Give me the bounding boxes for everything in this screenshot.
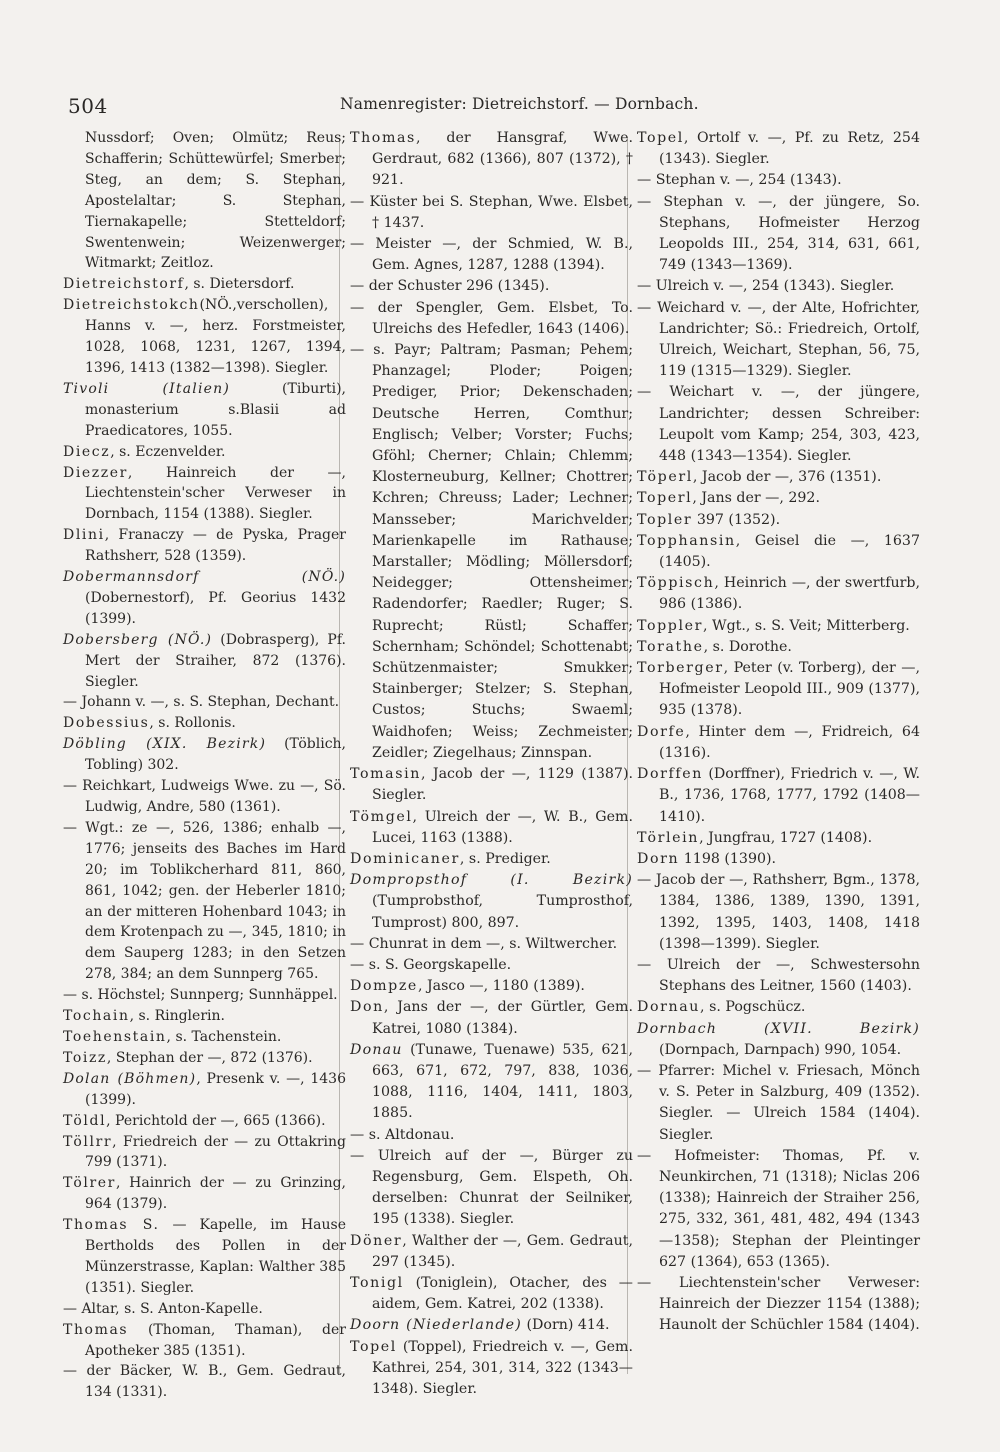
entry-text: (NÖ.,verschollen), Hanns v. —, herz. Forstmeister, 1028, 1068, 1231, 1267, 1394, 1396, 1413 (1382—1398). Siegler. [85,297,346,376]
entry-headword: Torberger [637,660,724,677]
entry-headword: Don [350,999,384,1016]
entry-headword: Döner [350,1232,403,1249]
index-entry [63,379,346,442]
entry-headword: Dompropsthof (I. Bezirk) [350,872,633,889]
index-entry [350,298,633,340]
index-entry [637,531,920,573]
entry-text: — Kapelle, im Hause Bertholds des Pollen in der Münzerstrasse, Kaplan: Walther 385 (1351). Siegler. [85,1217,347,1296]
index-entry [637,764,920,828]
entry-headword: Törlein [637,829,700,846]
entry-text: , Jungfrau, 1727 (1408). [699,829,873,846]
entry-text: 397 (1352). [692,511,781,528]
index-entry [63,1361,346,1403]
index-entry [637,1146,920,1273]
index-entry [63,1320,346,1362]
entry-text: , Jans der —, 292. [692,490,820,507]
entry-text: — Ulreich der —, Schwestersohn Stephans des Leitner, 1560 (1403). [637,956,920,995]
entry-text: — Wgt.: ze —, 526, 1386; enhalb —, 1776; jenseits des Baches im Hard 20; im Toblikcherhard 811, 860, 861, 1042; gen. der Heberler 1810; an der mitteren Hohenbard 1043; in dem Krotenpach zu —, 345, 1810; in dem Sauperg 1283; in den Setzen 278, 384; an dem Sunnperg 765. [63,819,346,983]
index-entry [350,1337,633,1401]
entry-text: — Chunrat in dem —, s. Wiltwercher. [350,935,618,952]
index-entry [350,192,633,234]
entry-text: , Stephan der —, 872 (1376). [106,1049,313,1066]
index-entry [63,734,346,776]
entry-text: , Presenk v. —, 1436 (1399). [85,1070,346,1108]
index-entry [350,1040,633,1125]
entry-headword: Dornau [637,999,701,1016]
entry-headword: Dietreichstokch [63,297,200,314]
entry-text: — Ulreich auf der —, Bürger zu Regensburg, Gem. Elspeth, Oh. derselben: Chunrat der Seilniker, 195 (1338). Siegler. [350,1147,633,1228]
entry-headword: Tochain [63,1008,130,1025]
entry-headword: Dlini [63,527,105,544]
entry-text: 1198 (1390). [679,850,777,867]
entry-headword: Thomas S. [63,1217,160,1234]
entry-text: , Hainrich der — zu Grinzing, 964 (1379). [85,1175,346,1213]
index-entry [350,807,633,849]
entry-headword: Dietreichstorf [63,276,185,293]
entry-headword: Dorn [637,850,680,867]
index-entry [63,1111,346,1132]
index-entry [350,1231,633,1273]
entry-text: — Stephan v. —, 254 (1343). [637,172,842,189]
index-entry [350,997,633,1039]
entry-text: , Wgt., s. S. Veit; Mitterberg. [702,617,910,634]
index-entry [637,616,920,637]
index-entry [63,274,346,295]
entry-headword: Donau [350,1041,403,1058]
entry-headword: Dorfe [637,723,686,740]
entry-text: — Pfarrer: Michel v. Friesach, Mönch v. S. Peter in Salzburg, 409 (1352). Siegler. — Ulreich 1584 (1404). Siegler. [637,1062,920,1143]
index-entry [637,170,920,191]
entry-text: , s. Pogschücz. [700,999,806,1016]
entry-text: — Liechtenstein'scher Verweser: Hainreich der Diezzer 1154 (1388); Haunolt der Schüchler 1584 (1404). [637,1274,920,1334]
index-column-3 [637,128,920,1337]
entry-headword: Dominicaner [350,850,460,867]
entry-text: (Tiburti), monasterium s.Blasii ad Praedicatores, 1055. [85,380,346,439]
entry-headword: Töldl [63,1112,107,1129]
index-entry [63,1299,346,1320]
entry-text: , Jacob der —, 1129 (1387). Siegler. [372,766,633,804]
entry-headword: Torathe [637,638,704,655]
entry-text: , Perichtold der —, 665 (1366). [106,1112,326,1129]
index-entry [637,1061,920,1146]
index-entry [350,1146,633,1231]
entry-text: , Geisel die —, 1637 (1405). [659,532,920,571]
entry-text: — Johann v. —, s. S. Stephan, Dechant. [63,694,340,711]
entry-text: (Dorffner), Friedrich v. —, W. B., 1736, 1768, 1777, 1792 (1408—1410). [659,766,920,825]
entry-text: , Hainreich der —, Liechtenstein'scher Verweser in Dornbach, 1154 (1388). Siegler. [85,464,346,523]
index-column-1 [63,128,346,1403]
entry-headword: Toehenstain [63,1028,167,1045]
entry-text: , s. Prediger. [459,850,551,867]
running-head: Namenregister: Dietreichstorf. — Dornbach. [340,95,699,113]
index-entry [63,1173,346,1215]
index-entry [637,637,920,658]
entry-text: — Weichart v. —, der jüngere, Landrichter; dessen Schreiber: Leupolt vom Kamp; 254, 303, 423, 448 (1343—1354). Siegler. [637,384,920,465]
entry-text: (Dobrasperg), Pf. Mert der Straiher, 872 (1376). Siegler. [85,631,346,690]
index-entry [637,1019,920,1061]
entry-text: , Jans der —, der Gürtler, Gem. Katrei, 1080 (1384). [372,999,633,1037]
index-entry [63,818,346,985]
entry-headword: Tonigl [350,1274,404,1291]
entry-text: (Toppel), Friedreich v. —, Gem. Kathrei, 254, 301, 314, 322 (1343—1348). Siegler. [372,1338,633,1397]
entry-headword: Tivoli (Italien) [63,380,231,397]
index-entry [637,828,920,849]
entry-text: , Ulreich der —, W. B., Gem. Lucei, 1163 (1388). [372,808,633,846]
entry-text: — s. Altdonau. [350,1126,455,1143]
index-entry [63,776,346,818]
entry-text: — s. Payr; Paltram; Pasman; Pehem; Phanzagel; Ploder; Poigen; Prediger, Prior; Dekenschaden; Deutsche Herren, Comthur; Englisch; Velber; Vorster; Fuchs; Gföhl; Cherner; Chlain; Chlemm; Klosterneuburg, Kellner; Chottrer; Kchren; Chreuss; Lader; Lechner; Mansseber; Marichvelder; Marienkapelle im Rathause; Marstaller; Mödling; Möllersdorf; Neidegger; Ottensheimer; Radendorfer; Raedler; Ruger; S. Ruprecht; Rüstl; Schaffer; Schernham; Schöndel; Schottenabt; Schützenmaister; Smukker; Stainberger; Stelzer; S. Stephan, Custos; Stuchs; Swaeml; Waidhofen; Weiss; Zechmeister; Zeidler; Ziegelhaus; Zinnspan. [350,342,633,761]
index-entry [63,713,346,734]
entry-text: — Jacob der —, Rathsherr, Bgm., 1378, 1384, 1386, 1389, 1390, 1391, 1392, 1395, 1403, 1408, 1418 (1398—1399). Siegler. [637,872,920,952]
entry-headword: Tomasin [350,766,421,783]
entry-headword: Dolan (Böhmen) [63,1070,197,1087]
entry-text: (Tumprobsthof, Tumprosthof, Tumprost) 800, 897. [372,893,633,931]
index-entry [63,630,346,693]
entry-text: , s. Rollonis. [149,715,236,732]
entry-headword: Dobessius [63,715,150,732]
index-entry [63,1006,346,1027]
entry-headword: Diezzer [63,464,128,481]
entry-headword: Doorn (Niederlande) [350,1317,522,1334]
entry-headword: Diecz [63,443,111,460]
entry-text: , Hinter dem —, Fridreich, 64 (1316). [659,723,920,761]
index-entry [350,955,633,976]
entry-text: (Toniglein), Otacher, des — aidem, Gem. Katrei, 202 (1338). [372,1274,633,1313]
entry-text: , Peter (v. Torberg), der —, Hofmeister Leopold III., 909 (1377), 935 (1378). [659,660,920,719]
index-entry [350,128,633,192]
entry-text: — Meister —, der Schmied, W. B., Gem. Agnes, 1287, 1288 (1394). [350,236,633,274]
entry-text: — Küster bei S. Stephan, Wwe. Elsbet, † 1437. [350,193,633,231]
index-entry [350,870,633,934]
page-number: 504 [68,94,108,118]
index-entry [63,567,346,630]
index-entry [350,934,633,955]
entry-headword: Topphansin [637,532,736,549]
index-entry [63,1027,346,1048]
index-entry [637,467,920,488]
entry-text: , Jacob der —, 376 (1351). [692,469,882,486]
index-entry [350,849,633,870]
index-entry [350,340,633,764]
index-entry [637,1273,920,1337]
entry-headword: Thomas [350,130,416,146]
index-entry [637,276,920,297]
index-entry [637,510,920,531]
index-entry [350,1273,633,1315]
entry-text: (Dorn) 414. [521,1317,610,1334]
entry-text: (Töblich, Tobling) 302. [85,736,346,774]
entry-text: — Hofmeister: Thomas, Pf. v. Neunkirchen, 71 (1318); Niclas 206 (1338); Hainreich der Straiher 256, 275, 332, 361, 481, 482, 494 (1343—1358); Stephan der Pleintinger 627 (1364), 653 (1365). [637,1147,920,1270]
entry-text: , s. Dorothe. [703,638,792,655]
entry-text: , Heinrich —, der swertfurb, 986 (1386). [659,575,920,613]
index-entry [350,1125,633,1146]
entry-text: , s. Tachenstein. [166,1028,282,1045]
index-entry [63,295,346,379]
entry-text: — s. Höchstel; Sunnperg; Sunnhäppel. [63,987,338,1004]
index-entry [637,955,920,997]
index-entry [637,128,920,170]
entry-text: (Dornpach, Darnpach) 990, 1054. [659,1041,902,1058]
index-entry [350,976,633,997]
entry-headword: Topel [637,130,684,146]
index-entry [350,1315,633,1336]
entry-headword: Töperl [637,469,693,486]
entry-headword: Tömgel [350,808,413,825]
index-entry [637,298,920,383]
entry-headword: Dobersberg (NÖ.) [63,631,213,648]
index-entry [63,525,346,567]
entry-headword: Dobermannsdorf (NÖ.) [63,569,346,586]
entry-text: , Jasco —, 1180 (1389). [417,978,585,995]
index-entry [63,692,346,713]
entry-text: — Weichard v. —, der Alte, Hofrichter, Landrichter; Sö.: Friedreich, Ortolf, Ulreich, Weichart, Stephan, 56, 75, 119 (1315—1329). Siegler. [637,299,920,380]
entry-headword: Tölrer [63,1175,116,1192]
entry-text: — der Schuster 296 (1345). [350,278,550,295]
index-entry [350,234,633,276]
entry-headword: Toizz [63,1049,107,1066]
entry-text: , Friedreich der — zu Ottakring 799 (1371). [85,1133,346,1171]
entry-headword: Topler [637,511,693,528]
entry-headword: Toppler [637,617,703,634]
index-entry [637,658,920,722]
index-entry [63,463,346,526]
entry-headword: Toperl [637,490,693,507]
index-entry [63,128,346,274]
index-entry [63,985,346,1006]
index-entry [350,764,633,806]
entry-text: , s. Eczenvelder. [110,443,226,460]
entry-headword: Dompze [350,978,418,995]
index-entry [637,849,920,870]
index-entry [63,1132,346,1174]
entry-text: (Tunawe, Tuenawe) 535, 621, 663, 671, 672, 797, 838, 1036, 1088, 1116, 1404, 1411, 1803, 1885. [372,1041,633,1122]
index-entry [637,382,920,467]
entry-headword: Dornbach (XVII. Bezirk) [637,1020,920,1037]
entry-text: — der Spengler, Gem. Elsbet, To. Ulreichs des Hefedler, 1643 (1406). [350,299,633,337]
entry-text: — der Bäcker, W. B., Gem. Gedraut, 134 (1331). [63,1363,346,1401]
entry-text: , s. Ringlerin. [129,1008,225,1025]
index-entry [637,722,920,764]
entry-headword: Dorffen [637,766,703,783]
entry-text: — Stephan v. —, der jüngere, So. Stephans, Hofmeister Herzog Leopolds III., 254, 314, 631, 661, 749 (1343—1369). [637,193,920,274]
entry-headword: Töppisch [637,575,715,592]
index-entry [63,1069,346,1111]
index-column-2 [350,128,633,1400]
index-entry [637,870,920,955]
index-entry [637,192,920,277]
entry-headword: Döbling (XIX. Bezirk) [63,736,267,753]
entry-text: — Reichkart, Ludweigs Wwe. zu —, Sö. Ludwig, Andre, 580 (1361). [63,778,346,815]
entry-text: , Walther der —, Gem. Gedraut, 297 (1345). [372,1232,633,1270]
entry-text: — Altar, s. S. Anton-Kapelle. [63,1300,263,1317]
index-entry [350,276,633,297]
index-entry [63,1215,346,1299]
index-entry [637,488,920,509]
entry-text: , Franaczy — de Pyska, Prager Rathsherr, 528 (1359). [85,527,346,565]
entry-text: (Dobernestorf), Pf. Georius 1432 (1399). [85,589,346,627]
entry-text: — s. S. Georgskapelle. [350,956,512,973]
index-entry [637,573,920,615]
entry-headword: Topel [350,1338,397,1355]
entry-text: (Thoman, Thaman), der Apotheker 385 (1351). [85,1321,346,1359]
entry-text: , Ortolf v. —, Pf. zu Retz, 254 (1343). Siegler. [659,130,920,168]
entry-headword: Töllrr [63,1133,113,1150]
entry-headword: Thomas [63,1321,129,1338]
index-entry [63,442,346,463]
entry-text: , der Hansgraf, Wwe. Gerdraut, 682 (1366), 807 (1372), † 921. [372,130,633,189]
entry-text: , s. Dietersdorf. [184,276,295,293]
index-entry [637,997,920,1018]
entry-text: Nussdorf; Oven; Olmütz; Reus; Schafferin; Schüttewürfel; Smerber; Steg, an dem; S. Stephan, Apostelaltar; S. Stephan, Tiernakapelle; Stetteldorf; Swentenwein; Weizenwerger; Witmarkt; Zeitloz. [85,130,346,272]
index-entry [63,1048,346,1069]
entry-text: — Ulreich v. —, 254 (1343). Siegler. [637,278,895,295]
